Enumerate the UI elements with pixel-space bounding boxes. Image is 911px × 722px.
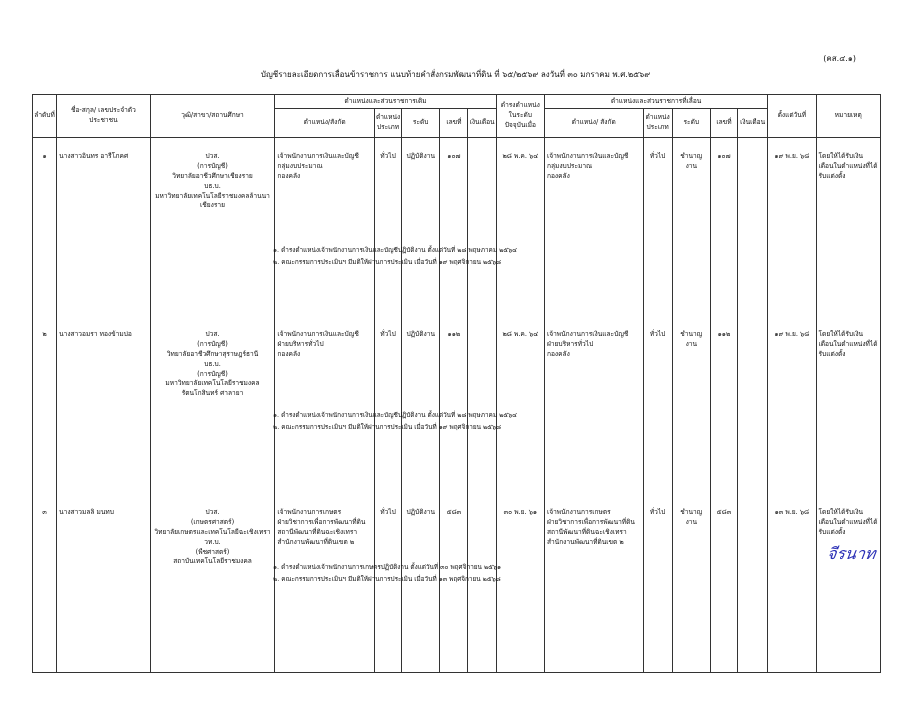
cell-old-number: ๑๐๗ [440, 138, 468, 317]
education-line: วิทยาลัยอาชีวศึกษาเชียงราย [172, 171, 253, 180]
header-effective-date: ตั้งแต่วันที่ [768, 95, 816, 138]
form-code: (คส.๔.๑) [823, 54, 856, 63]
new-position-line: ฝ่ายวิชาการเพื่อการพัฒนาที่ดิน [546, 517, 635, 526]
cell-old-number: ๕๘๓ [440, 494, 468, 673]
note-line: ๑. ดำรงตำแหน่งเจ้าพนักงานการเกษตรปฏิบัติงาน ตั้งแต่วันที่ ๓๐ พฤศจิกายน ๒๕๖๑ [273, 563, 502, 571]
cell-new-position [544, 494, 643, 673]
old-position-line: กองคลัง [277, 171, 301, 180]
record-notes [273, 561, 501, 585]
cell-effective-date: ๑๓ พ.ย. ๖๘ [768, 494, 816, 673]
education-line: (การบัญชี) [197, 369, 228, 378]
header-old-number: เลขที่ [440, 109, 468, 138]
new-position-line: กองคลัง [546, 349, 570, 358]
cell-remark: โดยให้ได้รับเงินเดือนในตำแหน่งที่ได้รับแต่งตั้ง [816, 138, 881, 317]
cell-name: นางสาวอมรา ทองข้ามบ่อ [57, 316, 151, 494]
new-position-line: ฝ่ายบริหารทั่วไป [546, 339, 594, 348]
old-position-line: ฝ่ายวิชาการเพื่อการพัฒนาที่ดิน [277, 517, 366, 526]
header-education: วุฒิ/สาขา/สถานศึกษา [150, 95, 275, 138]
cell-new-level: ชำนาญงาน [672, 138, 710, 317]
education-line: ปวส. [205, 330, 220, 338]
cell-remark: โดยให้ได้รับเงินเดือนในตำแหน่งที่ได้รับแต่งตั้ง [816, 494, 881, 673]
education-line: บธ.บ. [204, 359, 221, 368]
cell-new-type: ทั่วไป [643, 138, 672, 317]
cell-new-number: ๕๘๓ [710, 494, 737, 673]
cell-new-position [544, 316, 643, 494]
new-position-line: เจ้าพนักงานการเกษตร [546, 508, 611, 516]
records-body [33, 138, 881, 673]
cell-education [150, 316, 275, 494]
new-position-line: สำนักงานพัฒนาที่ดินเขต ๒ [546, 537, 624, 546]
new-position-line: เจ้าพนักงานการเงินและบัญชี [546, 330, 629, 338]
education-line: มหาวิทยาลัยเทคโนโลยีราชมงคล [165, 379, 260, 388]
header-old-level: ระดับ [402, 109, 440, 138]
note-line: ๒. คณะกรรมการประเมินฯ มีมติให้ผ่านการประเมิน เมื่อวันที่ ๑๙ พฤศจิกายน ๒๕๖๘ [273, 423, 501, 432]
header-remark: หมายเหตุ [816, 95, 881, 138]
cell-date-in-level: ๒๘ พ.ค. ๖๔ [496, 316, 544, 494]
cell-new-number: ๑๑๒ [710, 316, 737, 494]
education-line: วท.บ. [204, 537, 221, 546]
old-position-line: กลุ่มงบประมาณ [277, 161, 323, 170]
education-line: รัตนโกสินทร์ ศาลายา [181, 389, 244, 398]
cell-date-in-level: ๒๘ พ.ค. ๖๔ [496, 138, 544, 317]
cell-seq: ๒ [33, 316, 57, 494]
handwritten-signature: จีรนาท [825, 544, 877, 563]
cell-date-in-level: ๓๐ พ.ย. ๖๑ [496, 494, 544, 673]
cell-new-number: ๑๐๗ [710, 138, 737, 317]
cell-seq: ๓ [33, 494, 57, 673]
education-line: สถาบันเทคโนโลยีราชมงคล [173, 557, 252, 566]
note-line: ๒. คณะกรรมการประเมินฯ มีมติให้ผ่านการประเมิน เมื่อวันที่ ๑๙ พฤศจิกายน ๒๕๖๘ [273, 258, 501, 267]
cell-old-type: ทั่วไป [374, 138, 401, 317]
old-position-line: เจ้าพนักงานการเงินและบัญชี [277, 330, 359, 338]
header-date-in-level: ดำรงตำแหน่ง ในระดับ ปัจจุบันเมื่อ [496, 95, 544, 138]
education-line: (เกษตรศาสตร์) [190, 517, 235, 526]
education-line: (การบัญชี) [197, 161, 228, 170]
old-position-line: ฝ่ายบริหารทั่วไป [277, 339, 324, 348]
new-position-line: สถานีพัฒนาที่ดินฉะเชิงเทรา [546, 527, 627, 536]
education-line: บธ.บ. [204, 181, 221, 190]
old-position-line: เจ้าพนักงานการเงินและบัญชี [277, 152, 359, 160]
cell-old-type: ทั่วไป [374, 316, 401, 494]
document-title: บัญชีรายละเอียดการเลื่อนข้าราชการ แนบท้ายคำสั่งกรมพัฒนาที่ดิน ที่ ๖๕/๒๕๖๙ ลงวันที่ ๓๐ มกราคม พ.ศ.๒๕๖๙ [260, 70, 651, 79]
record-notes [273, 244, 517, 268]
cell-new-type: ทั่วไป [643, 316, 672, 494]
cell-name: นางสาวอินทร อารีโภคศ [57, 138, 151, 317]
header-new-level: ระดับ [672, 109, 710, 138]
header-new-position: ตำแหน่ง/ สังกัด [544, 109, 643, 138]
cell-new-level: ชำนาญงาน [672, 316, 710, 494]
cell-old-type: ทั่วไป [374, 494, 401, 673]
cell-old-level: ปฏิบัติงาน [402, 138, 440, 317]
note-line: ๒. คณะกรรมการประเมินฯ มีมติให้ผ่านการประเมิน เมื่อวันที่ ๑๓ พฤศจิกายน ๒๕๖๘ [273, 575, 501, 584]
header-old-salary: เงินเดือน [468, 109, 496, 138]
new-position-line: กองคลัง [546, 171, 570, 180]
new-position-line: เจ้าพนักงานการเงินและบัญชี [546, 152, 629, 160]
old-position-line: สำนักงานพัฒนาที่ดินเขต ๒ [277, 537, 355, 546]
cell-new-position [544, 138, 643, 317]
header-name: ชื่อ-สกุล/ เลขประจำตัวประชาชน [57, 95, 151, 138]
header-new-type: ตำแหน่ง ประเภท [643, 109, 672, 138]
cell-remark: โดยให้ได้รับเงินเดือนในตำแหน่งที่ได้รับแต่งตั้ง [816, 316, 881, 494]
cell-old-salary [468, 316, 496, 494]
cell-new-level: ชำนาญงาน [672, 494, 710, 673]
cell-seq: ๑ [33, 138, 57, 317]
cell-old-position [275, 316, 375, 494]
old-position-line: กองคลัง [277, 349, 301, 358]
cell-name: นางสาวมลลิ มนทบ [57, 494, 151, 673]
header-seq: ลำดับที่ [33, 95, 57, 138]
header-old-position: ตำแหน่ง/สังกัด [275, 109, 375, 138]
cell-effective-date: ๑๙ พ.ย. ๖๘ [768, 138, 816, 317]
note-line: ๑. ดำรงตำแหน่งเจ้าพนักงานการเงินและบัญชีปฏิบัติงาน ตั้งแต่วันที่ ๒๘ พฤษภาคม ๒๕๖๔ [273, 246, 518, 254]
header-old-position-group: ตำแหน่งและส่วนราชการเดิม [275, 95, 496, 109]
new-position-line: กลุ่มงบประมาณ [546, 161, 593, 170]
cell-new-salary [738, 138, 768, 317]
education-line: (การบัญชี) [197, 339, 228, 348]
header-old-type: ตำแหน่ง ประเภท [374, 109, 401, 138]
cell-education [150, 138, 275, 317]
cell-old-level: ปฏิบัติงาน [402, 494, 440, 673]
header-new-number: เลขที่ [710, 109, 737, 138]
old-position-line: สถานีพัฒนาที่ดินฉะเชิงเทรา [277, 527, 358, 536]
education-line: ปวส. [205, 508, 220, 516]
old-position-line: เจ้าพนักงานการเกษตร [277, 508, 342, 516]
cell-old-salary [468, 138, 496, 317]
promotion-table [32, 94, 881, 673]
cell-new-salary [738, 316, 768, 494]
cell-old-number: ๑๑๒ [440, 316, 468, 494]
cell-education [150, 494, 275, 673]
cell-new-salary [738, 494, 768, 673]
record-notes [273, 409, 517, 433]
education-line: วิทยาลัยเกษตรและเทคโนโลยีฉะเชิงเทรา [154, 527, 271, 536]
header-new-position-group: ตำแหน่งและส่วนราชการที่เลื่อน [544, 95, 767, 109]
table-row [33, 138, 881, 317]
cell-old-level: ปฏิบัติงาน [402, 316, 440, 494]
education-line: (พืชศาสตร์) [195, 547, 230, 556]
education-line: ปวส. [205, 152, 220, 160]
cell-effective-date: ๑๙ พ.ย. ๖๘ [768, 316, 816, 494]
note-line: ๑. ดำรงตำแหน่งเจ้าพนักงานการเงินและบัญชีปฏิบัติงาน ตั้งแต่วันที่ ๒๘ พฤษภาคม ๒๕๖๔ [273, 411, 518, 419]
table-row [33, 316, 881, 494]
cell-new-type: ทั่วไป [643, 494, 672, 673]
header-new-salary: เงินเดือน [738, 109, 768, 138]
education-line: วิทยาลัยอาชีวศึกษาสุราษฎร์ธานี [166, 349, 259, 358]
cell-old-position [275, 138, 375, 317]
education-line: เชียงราย [200, 201, 225, 210]
education-line: มหาวิทยาลัยเทคโนโลยีราชมงคลล้านนา [155, 191, 270, 200]
